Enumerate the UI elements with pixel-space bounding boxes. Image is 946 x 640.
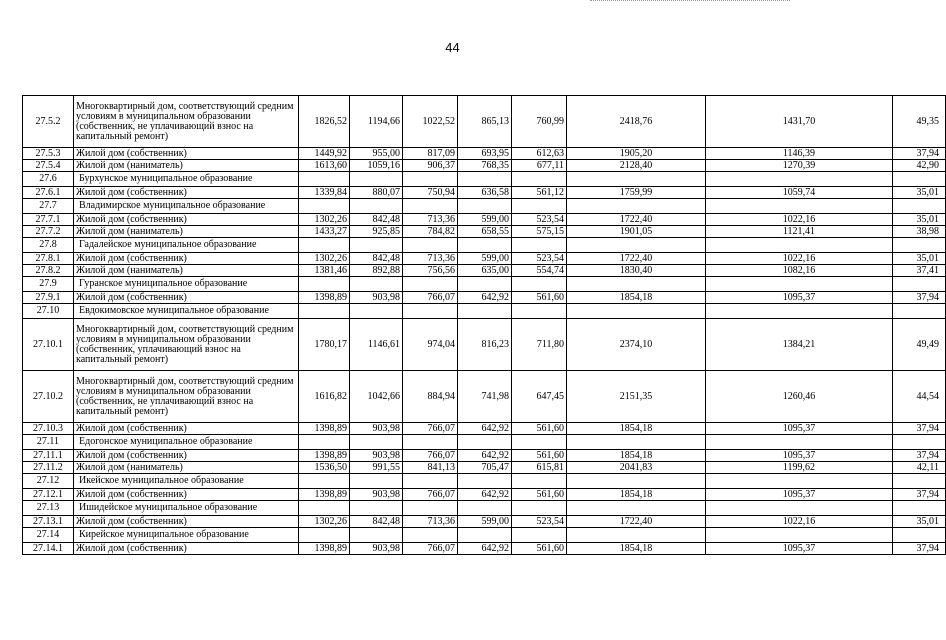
- empty-cell: [512, 501, 567, 516]
- table-row: [23, 516, 946, 528]
- table-row: [23, 292, 946, 304]
- value-cell: 766,07: [403, 543, 458, 555]
- empty-cell: [706, 172, 893, 187]
- value-cell: 766,07: [403, 423, 458, 435]
- empty-cell: [893, 435, 946, 450]
- value-cell: 1854,18: [567, 292, 706, 304]
- value-cell: 842,48: [350, 214, 403, 226]
- value-cell: 1095,37: [706, 292, 893, 304]
- value-cell: 766,07: [403, 292, 458, 304]
- value-cell: 677,11: [512, 160, 567, 172]
- empty-cell: [567, 277, 706, 292]
- value-cell: 816,23: [458, 319, 512, 371]
- empty-cell: [458, 277, 512, 292]
- row-code: 27.10.2: [23, 371, 74, 423]
- municipality-name: Евдокимовское муниципальное образование: [74, 304, 299, 319]
- value-cell: 615,81: [512, 462, 567, 474]
- value-cell: 523,54: [512, 516, 567, 528]
- table-row: [23, 214, 946, 226]
- municipality-name: Икейское муниципальное образование: [74, 474, 299, 489]
- value-cell: 1260,46: [706, 371, 893, 423]
- housing-type: Жилой дом (собственник): [74, 489, 299, 501]
- empty-cell: [512, 304, 567, 319]
- value-cell: 974,04: [403, 319, 458, 371]
- table-row: [23, 319, 946, 371]
- value-cell: 1854,18: [567, 450, 706, 462]
- value-cell: 2128,40: [567, 160, 706, 172]
- value-cell: 37,94: [893, 423, 946, 435]
- municipality-name: Владимирское муниципальное образование: [74, 199, 299, 214]
- value-cell: 817,09: [403, 148, 458, 160]
- value-cell: 1722,40: [567, 214, 706, 226]
- value-cell: 955,00: [350, 148, 403, 160]
- row-code: 27.8.1: [23, 253, 74, 265]
- value-cell: 1854,18: [567, 423, 706, 435]
- municipality-name: Бурхунское муниципальное образование: [74, 172, 299, 187]
- empty-cell: [512, 277, 567, 292]
- housing-type: Жилой дом (собственник): [74, 187, 299, 199]
- value-cell: 892,88: [350, 265, 403, 277]
- municipality-name: Гадалейское муниципальное образование: [74, 238, 299, 253]
- row-code: 27.9.1: [23, 292, 74, 304]
- empty-cell: [512, 435, 567, 450]
- value-cell: 842,48: [350, 253, 403, 265]
- row-code: 27.7.1: [23, 214, 74, 226]
- value-cell: 1854,18: [567, 543, 706, 555]
- table-row: [23, 489, 946, 501]
- value-cell: 35,01: [893, 253, 946, 265]
- value-cell: 642,92: [458, 489, 512, 501]
- empty-cell: [706, 277, 893, 292]
- empty-cell: [512, 199, 567, 214]
- empty-cell: [567, 199, 706, 214]
- value-cell: 561,60: [512, 543, 567, 555]
- row-code: 27.12: [23, 474, 74, 489]
- empty-cell: [299, 501, 350, 516]
- value-cell: 711,80: [512, 319, 567, 371]
- value-cell: 1830,40: [567, 265, 706, 277]
- empty-cell: [567, 238, 706, 253]
- empty-cell: [403, 238, 458, 253]
- value-cell: 1722,40: [567, 516, 706, 528]
- value-cell: 523,54: [512, 214, 567, 226]
- row-code: 27.5.2: [23, 96, 74, 148]
- empty-cell: [299, 277, 350, 292]
- group-row: [23, 277, 946, 292]
- row-code: 27.5.4: [23, 160, 74, 172]
- value-cell: 1398,89: [299, 423, 350, 435]
- value-cell: 1433,27: [299, 226, 350, 238]
- empty-cell: [458, 528, 512, 543]
- value-cell: 561,60: [512, 489, 567, 501]
- value-cell: 1398,89: [299, 450, 350, 462]
- value-cell: 1398,89: [299, 543, 350, 555]
- page-number: 44: [445, 40, 460, 55]
- value-cell: 1431,70: [706, 96, 893, 148]
- row-code: 27.10: [23, 304, 74, 319]
- tariff-table-body: [23, 96, 946, 555]
- value-cell: 906,37: [403, 160, 458, 172]
- empty-cell: [512, 474, 567, 489]
- empty-cell: [458, 304, 512, 319]
- value-cell: 647,45: [512, 371, 567, 423]
- empty-cell: [350, 304, 403, 319]
- value-cell: 693,95: [458, 148, 512, 160]
- row-code: 27.11.2: [23, 462, 74, 474]
- value-cell: 1270,39: [706, 160, 893, 172]
- value-cell: 49,49: [893, 319, 946, 371]
- value-cell: 636,58: [458, 187, 512, 199]
- value-cell: 37,94: [893, 450, 946, 462]
- value-cell: 841,13: [403, 462, 458, 474]
- value-cell: 903,98: [350, 543, 403, 555]
- value-cell: 766,07: [403, 450, 458, 462]
- value-cell: 2374,10: [567, 319, 706, 371]
- value-cell: 713,36: [403, 516, 458, 528]
- empty-cell: [403, 528, 458, 543]
- empty-cell: [458, 435, 512, 450]
- value-cell: 1121,41: [706, 226, 893, 238]
- value-cell: 1901,05: [567, 226, 706, 238]
- empty-cell: [512, 172, 567, 187]
- value-cell: 884,94: [403, 371, 458, 423]
- housing-type: Жилой дом (собственник): [74, 423, 299, 435]
- value-cell: 880,07: [350, 187, 403, 199]
- value-cell: 903,98: [350, 450, 403, 462]
- value-cell: 44,54: [893, 371, 946, 423]
- value-cell: 760,99: [512, 96, 567, 148]
- value-cell: 35,01: [893, 187, 946, 199]
- empty-cell: [567, 474, 706, 489]
- table-row: [23, 543, 946, 555]
- value-cell: 768,35: [458, 160, 512, 172]
- group-row: [23, 528, 946, 543]
- value-cell: 642,92: [458, 450, 512, 462]
- empty-cell: [299, 304, 350, 319]
- row-code: 27.5.3: [23, 148, 74, 160]
- empty-cell: [567, 304, 706, 319]
- table-row: [23, 226, 946, 238]
- value-cell: 1780,17: [299, 319, 350, 371]
- value-cell: 37,94: [893, 148, 946, 160]
- value-cell: 1022,16: [706, 516, 893, 528]
- housing-type: Жилой дом (наниматель): [74, 265, 299, 277]
- value-cell: 1722,40: [567, 253, 706, 265]
- empty-cell: [458, 474, 512, 489]
- value-cell: 1095,37: [706, 489, 893, 501]
- empty-cell: [706, 199, 893, 214]
- housing-type: Жилой дом (собственник): [74, 214, 299, 226]
- group-row: [23, 238, 946, 253]
- empty-cell: [403, 172, 458, 187]
- value-cell: 1022,16: [706, 253, 893, 265]
- value-cell: 642,92: [458, 292, 512, 304]
- value-cell: 1398,89: [299, 489, 350, 501]
- value-cell: 1302,26: [299, 516, 350, 528]
- empty-cell: [512, 528, 567, 543]
- housing-type: Жилой дом (собственник): [74, 450, 299, 462]
- value-cell: 1302,26: [299, 253, 350, 265]
- empty-cell: [706, 528, 893, 543]
- value-cell: 599,00: [458, 214, 512, 226]
- empty-cell: [458, 501, 512, 516]
- housing-type: Жилой дом (собственник): [74, 148, 299, 160]
- empty-cell: [299, 435, 350, 450]
- empty-cell: [403, 435, 458, 450]
- value-cell: 1449,92: [299, 148, 350, 160]
- row-code: 27.11: [23, 435, 74, 450]
- value-cell: 1854,18: [567, 489, 706, 501]
- empty-cell: [403, 501, 458, 516]
- value-cell: 599,00: [458, 253, 512, 265]
- empty-cell: [893, 199, 946, 214]
- value-cell: 42,90: [893, 160, 946, 172]
- group-row: [23, 501, 946, 516]
- value-cell: 1398,89: [299, 292, 350, 304]
- table-row: [23, 423, 946, 435]
- value-cell: 756,56: [403, 265, 458, 277]
- empty-cell: [350, 528, 403, 543]
- value-cell: 1022,16: [706, 214, 893, 226]
- value-cell: 705,47: [458, 462, 512, 474]
- value-cell: 635,00: [458, 265, 512, 277]
- table-row: [23, 371, 946, 423]
- empty-cell: [706, 435, 893, 450]
- value-cell: 2151,35: [567, 371, 706, 423]
- empty-cell: [458, 238, 512, 253]
- table-row: [23, 253, 946, 265]
- value-cell: 865,13: [458, 96, 512, 148]
- value-cell: 561,12: [512, 187, 567, 199]
- empty-cell: [299, 238, 350, 253]
- table-row: [23, 187, 946, 199]
- empty-cell: [350, 474, 403, 489]
- tariff-table: [22, 95, 946, 555]
- value-cell: 991,55: [350, 462, 403, 474]
- municipality-name: Едогонское муниципальное образование: [74, 435, 299, 450]
- value-cell: 1146,61: [350, 319, 403, 371]
- value-cell: 741,98: [458, 371, 512, 423]
- empty-cell: [458, 199, 512, 214]
- row-code: 27.6: [23, 172, 74, 187]
- value-cell: 42,11: [893, 462, 946, 474]
- value-cell: 35,01: [893, 516, 946, 528]
- value-cell: 642,92: [458, 423, 512, 435]
- row-code: 27.10.1: [23, 319, 74, 371]
- value-cell: 561,60: [512, 450, 567, 462]
- value-cell: 1199,62: [706, 462, 893, 474]
- housing-type: Жилой дом (собственник): [74, 543, 299, 555]
- row-code: 27.13.1: [23, 516, 74, 528]
- value-cell: 750,94: [403, 187, 458, 199]
- empty-cell: [350, 238, 403, 253]
- empty-cell: [893, 501, 946, 516]
- empty-cell: [403, 474, 458, 489]
- table-row: [23, 265, 946, 277]
- value-cell: 784,82: [403, 226, 458, 238]
- empty-cell: [350, 172, 403, 187]
- row-code: 27.7: [23, 199, 74, 214]
- empty-cell: [706, 304, 893, 319]
- empty-cell: [458, 172, 512, 187]
- housing-type: Жилой дом (собственник): [74, 292, 299, 304]
- value-cell: 1302,26: [299, 214, 350, 226]
- group-row: [23, 435, 946, 450]
- top-dotted-rule: [590, 0, 790, 3]
- value-cell: 37,94: [893, 292, 946, 304]
- empty-cell: [893, 474, 946, 489]
- empty-cell: [567, 172, 706, 187]
- value-cell: 599,00: [458, 516, 512, 528]
- value-cell: 1095,37: [706, 423, 893, 435]
- table-row: [23, 96, 946, 148]
- group-row: [23, 304, 946, 319]
- value-cell: 1042,66: [350, 371, 403, 423]
- empty-cell: [403, 277, 458, 292]
- value-cell: 49,35: [893, 96, 946, 148]
- value-cell: 1082,16: [706, 265, 893, 277]
- value-cell: 575,15: [512, 226, 567, 238]
- value-cell: 1616,82: [299, 371, 350, 423]
- value-cell: 1194,66: [350, 96, 403, 148]
- empty-cell: [299, 528, 350, 543]
- row-code: 27.8: [23, 238, 74, 253]
- housing-type: Жилой дом (наниматель): [74, 462, 299, 474]
- row-code: 27.11.1: [23, 450, 74, 462]
- empty-cell: [893, 304, 946, 319]
- value-cell: 38,98: [893, 226, 946, 238]
- housing-type: Жилой дом (наниматель): [74, 160, 299, 172]
- value-cell: 561,60: [512, 292, 567, 304]
- group-row: [23, 172, 946, 187]
- value-cell: 37,94: [893, 543, 946, 555]
- value-cell: 1759,99: [567, 187, 706, 199]
- municipality-name: Кирейское муниципальное образование: [74, 528, 299, 543]
- row-code: 27.8.2: [23, 265, 74, 277]
- value-cell: 713,36: [403, 253, 458, 265]
- value-cell: 713,36: [403, 214, 458, 226]
- value-cell: 903,98: [350, 292, 403, 304]
- municipality-name: Ишидейское муниципальное образование: [74, 501, 299, 516]
- empty-cell: [299, 474, 350, 489]
- empty-cell: [706, 501, 893, 516]
- row-code: 27.6.1: [23, 187, 74, 199]
- empty-cell: [350, 435, 403, 450]
- empty-cell: [706, 474, 893, 489]
- housing-type: Жилой дом (собственник): [74, 253, 299, 265]
- empty-cell: [403, 199, 458, 214]
- housing-type: Жилой дом (наниматель): [74, 226, 299, 238]
- housing-type: Многоквартирный дом, соответствующий средним условиям в муниципальном образовании (собственник, не уплачивающий взнос на капитальный ремонт): [74, 96, 299, 148]
- value-cell: 642,92: [458, 543, 512, 555]
- empty-cell: [893, 528, 946, 543]
- housing-type: Многоквартирный дом, соответствующий средним условиям в муниципальном образовании (собственник, уплачивающий взнос на капитальный ремонт): [74, 319, 299, 371]
- value-cell: 1381,46: [299, 265, 350, 277]
- value-cell: 1095,37: [706, 450, 893, 462]
- value-cell: 925,85: [350, 226, 403, 238]
- empty-cell: [403, 304, 458, 319]
- table-row: [23, 148, 946, 160]
- empty-cell: [299, 199, 350, 214]
- group-row: [23, 199, 946, 214]
- table-row: [23, 450, 946, 462]
- group-row: [23, 474, 946, 489]
- empty-cell: [350, 501, 403, 516]
- value-cell: 523,54: [512, 253, 567, 265]
- row-code: 27.12.1: [23, 489, 74, 501]
- value-cell: 1826,52: [299, 96, 350, 148]
- value-cell: 2041,83: [567, 462, 706, 474]
- empty-cell: [567, 528, 706, 543]
- value-cell: 1613,60: [299, 160, 350, 172]
- table-row: [23, 462, 946, 474]
- row-code: 27.14.1: [23, 543, 74, 555]
- value-cell: 1095,37: [706, 543, 893, 555]
- empty-cell: [512, 238, 567, 253]
- municipality-name: Гуранское муниципальное образование: [74, 277, 299, 292]
- value-cell: 766,07: [403, 489, 458, 501]
- value-cell: 35,01: [893, 214, 946, 226]
- value-cell: 37,94: [893, 489, 946, 501]
- empty-cell: [350, 199, 403, 214]
- value-cell: 554,74: [512, 265, 567, 277]
- empty-cell: [893, 172, 946, 187]
- empty-cell: [893, 238, 946, 253]
- row-code: 27.7.2: [23, 226, 74, 238]
- value-cell: 1059,74: [706, 187, 893, 199]
- row-code: 27.14: [23, 528, 74, 543]
- value-cell: 561,60: [512, 423, 567, 435]
- empty-cell: [350, 277, 403, 292]
- value-cell: 658,55: [458, 226, 512, 238]
- empty-cell: [567, 435, 706, 450]
- value-cell: 1339,84: [299, 187, 350, 199]
- value-cell: 1022,52: [403, 96, 458, 148]
- row-code: 27.9: [23, 277, 74, 292]
- value-cell: 612,63: [512, 148, 567, 160]
- value-cell: 1059,16: [350, 160, 403, 172]
- value-cell: 1146,39: [706, 148, 893, 160]
- housing-type: Многоквартирный дом, соответствующий средним условиям в муниципальном образовании (собственник, не уплачивающий взнос на капитальный ремонт): [74, 371, 299, 423]
- row-code: 27.10.3: [23, 423, 74, 435]
- value-cell: 1905,20: [567, 148, 706, 160]
- value-cell: 1536,50: [299, 462, 350, 474]
- empty-cell: [567, 501, 706, 516]
- value-cell: 2418,76: [567, 96, 706, 148]
- empty-cell: [299, 172, 350, 187]
- empty-cell: [706, 238, 893, 253]
- value-cell: 903,98: [350, 489, 403, 501]
- value-cell: 1384,21: [706, 319, 893, 371]
- housing-type: Жилой дом (собственник): [74, 516, 299, 528]
- table-row: [23, 160, 946, 172]
- value-cell: 903,98: [350, 423, 403, 435]
- row-code: 27.13: [23, 501, 74, 516]
- value-cell: 842,48: [350, 516, 403, 528]
- value-cell: 37,41: [893, 265, 946, 277]
- empty-cell: [893, 277, 946, 292]
